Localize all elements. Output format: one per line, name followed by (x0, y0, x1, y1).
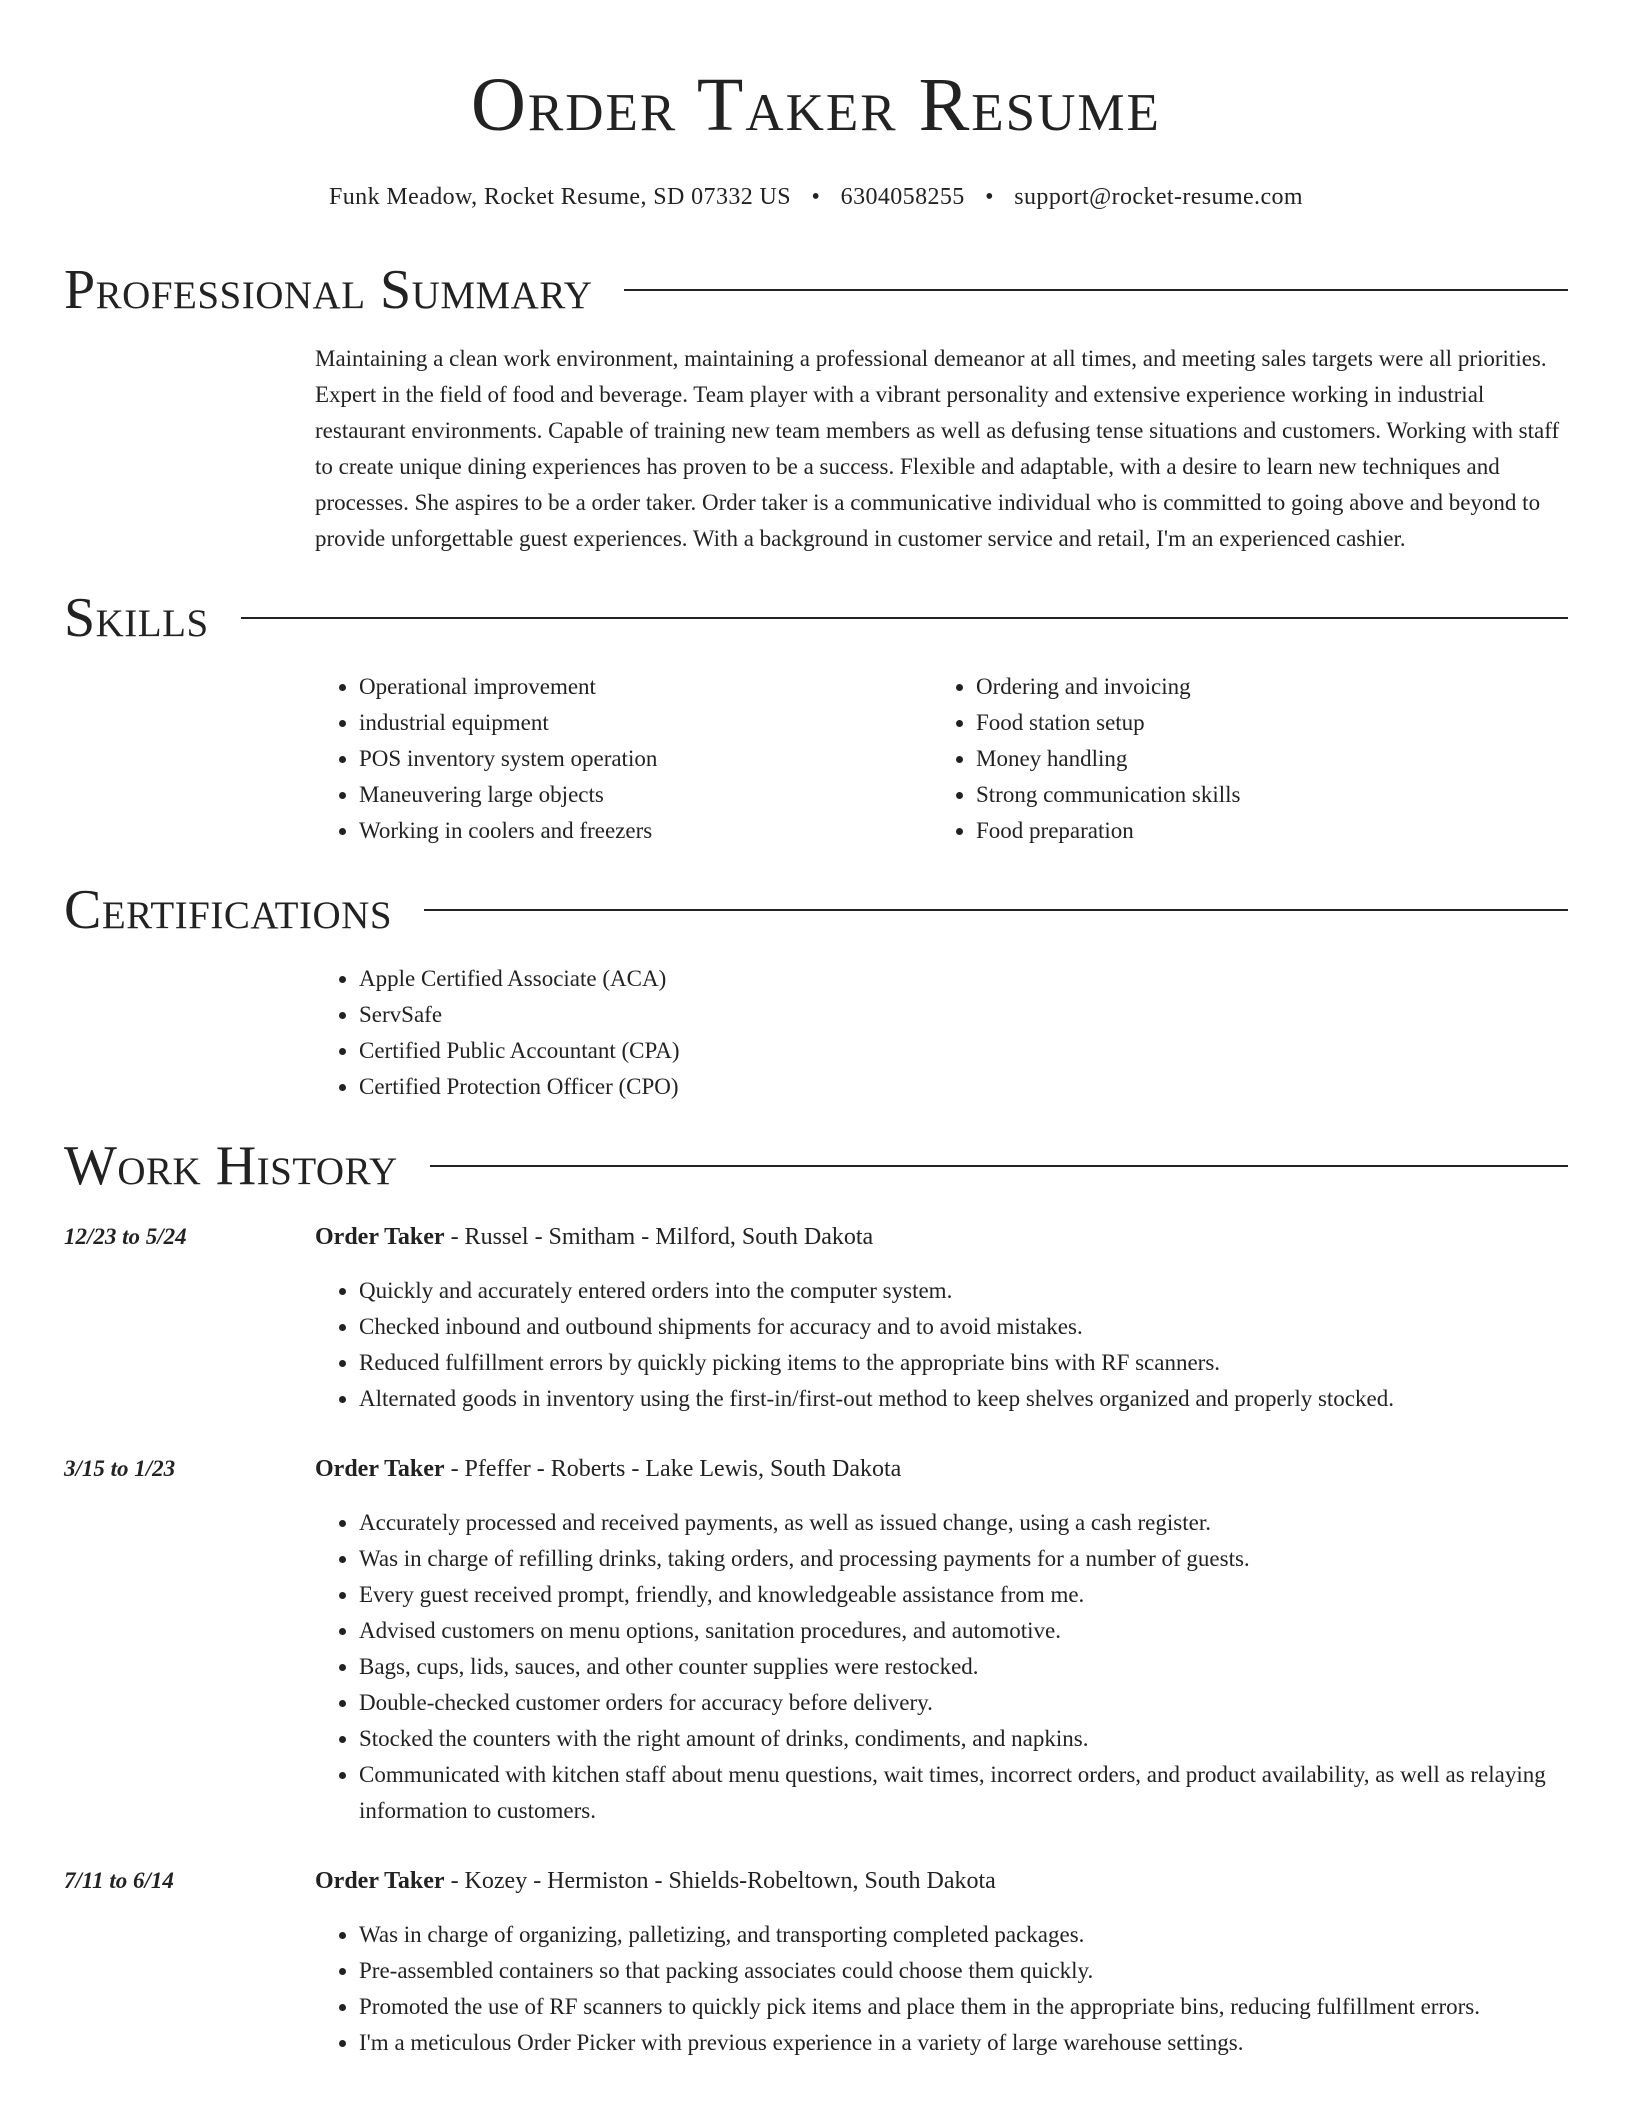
job-title-line (315, 1451, 1568, 1487)
skills-list (315, 669, 1568, 849)
skill-item: • Food station setup (976, 705, 1549, 741)
certification-item: • ServSafe (359, 997, 1568, 1033)
section-divider (424, 909, 1568, 911)
section-divider (624, 289, 1568, 291)
certifications-list (315, 961, 1568, 1105)
certification-item: • Certified Protection Officer (CPO) (359, 1069, 1568, 1105)
job-employer: - Pfeffer - Roberts - Lake Lewis, South Dakota (444, 1456, 902, 1482)
job-duty: • Reduced fulfillment errors by quickly picking items to the appropriate bins with RF scanners. (359, 1345, 1568, 1381)
skills-column-left (315, 669, 932, 849)
job-dates: 3/15 to 1/23 (64, 1456, 176, 1481)
contact-separator: • (811, 184, 821, 210)
skill-item: • industrial equipment (359, 705, 932, 741)
job-duties (315, 1273, 1568, 1417)
job-role: Order Taker (315, 1456, 445, 1482)
skill-item: • POS inventory system operation (359, 741, 932, 777)
job-body (315, 1863, 1568, 2061)
contact-address: Funk Meadow, Rocket Resume, SD 07332 US (329, 184, 792, 210)
resume-title: Order Taker Resume (471, 63, 1161, 147)
job-duty: • Quickly and accurately entered orders into the computer system. (359, 1273, 1568, 1309)
certification-item: • Certified Public Accountant (CPA) (359, 1033, 1568, 1069)
contact-line (64, 184, 1568, 211)
job-entry (64, 1863, 1568, 2061)
job-title-line (315, 1863, 1568, 1899)
job-body (315, 1219, 1568, 1417)
job-duties (315, 1917, 1568, 2061)
job-title-line (315, 1219, 1568, 1255)
resume-page (64, 0, 1568, 2061)
work-section-header (64, 1135, 1568, 1197)
certification-item: • Apple Certified Associate (ACA) (359, 961, 1568, 997)
skill-item: • Working in coolers and freezers (359, 813, 932, 849)
skill-item: • Ordering and invoicing (976, 669, 1549, 705)
contact-phone: 6304058255 (840, 184, 965, 210)
job-duty: • Bags, cups, lids, sauces, and other counter supplies were restocked. (359, 1649, 1568, 1685)
job-entry (64, 1451, 1568, 1829)
job-duty: • Accurately processed and received payments, as well as issued change, using a cash register. (359, 1505, 1568, 1541)
skill-item: • Strong communication skills (976, 777, 1549, 813)
job-duty: • I'm a meticulous Order Picker with previous experience in a variety of large warehouse settings. (359, 2025, 1568, 2061)
job-role: Order Taker (315, 1224, 445, 1250)
job-dates: 12/23 to 5/24 (64, 1224, 187, 1249)
job-duty: • Was in charge of refilling drinks, taking orders, and processing payments for a number of guests. (359, 1541, 1568, 1577)
certifications-section-header (64, 879, 1568, 941)
skill-item: • Money handling (976, 741, 1549, 777)
summary-heading: Professional Summary (64, 259, 593, 321)
section-divider (241, 617, 1568, 619)
job-duty: • Alternated goods in inventory using the first-in/first-out method to keep shelves organized and properly stocked. (359, 1381, 1568, 1417)
job-duty: • Promoted the use of RF scanners to quickly pick items and place them in the appropriate bins, reducing fulfillment errors. (359, 1989, 1568, 2025)
contact-email: support@rocket-resume.com (1014, 184, 1303, 210)
skills-column-right (932, 669, 1549, 849)
work-heading: Work History (64, 1135, 398, 1197)
job-duty: • Was in charge of organizing, palletizing, and transporting completed packages. (359, 1917, 1568, 1953)
job-duty: • Pre-assembled containers so that packing associates could choose them quickly. (359, 1953, 1568, 1989)
job-dates: 7/11 to 6/14 (64, 1868, 174, 1893)
skills-heading: Skills (64, 587, 209, 649)
summary-section-header (64, 259, 1568, 321)
skill-item: • Maneuvering large objects (359, 777, 932, 813)
job-employer: - Russel - Smitham - Milford, South Dakota (444, 1224, 874, 1250)
skills-section-header (64, 587, 1568, 649)
skill-item: • Operational improvement (359, 669, 932, 705)
job-entry (64, 1219, 1568, 1417)
job-duties (315, 1505, 1568, 1829)
summary-text: Maintaining a clean work environment, maintaining a professional demeanor at all times, and meeting sales targets were all priorities. Expert in the field of food and beverage. Team player with a vibrant personality and extensive experience working in industrial restaurant environments. Capable of training new team members as well as defusing tense situations and customers. Working with staff to create unique dining experiences has proven to be a success. Flexible and adaptable, with a desire to learn new techniques and processes. She aspires to be a order taker. Order taker is a communicative individual who is committed to going above and beyond to provide unforgettable guest experiences. With a background in customer service and retail, I'm an experienced cashier. (315, 346, 1560, 551)
section-divider (430, 1165, 1568, 1167)
job-role: Order Taker (315, 1868, 445, 1894)
certifications-heading: Certifications (64, 879, 393, 941)
job-duty: • Double-checked customer orders for accuracy before delivery. (359, 1685, 1568, 1721)
job-duty: • Advised customers on menu options, sanitation procedures, and automotive. (359, 1613, 1568, 1649)
job-duty: • Every guest received prompt, friendly, and knowledgeable assistance from me. (359, 1577, 1568, 1613)
skill-item: • Food preparation (976, 813, 1549, 849)
job-employer: - Kozey - Hermiston - Shields-Robeltown, South Dakota (444, 1868, 996, 1894)
job-duty: • Communicated with kitchen staff about menu questions, wait times, incorrect orders, and product availability, as well as relaying information to customers. (359, 1757, 1568, 1829)
job-body (315, 1451, 1568, 1829)
job-duty: • Stocked the counters with the right amount of drinks, condiments, and napkins. (359, 1721, 1568, 1757)
contact-separator: • (985, 184, 994, 210)
job-duty: • Checked inbound and outbound shipments for accuracy and to avoid mistakes. (359, 1309, 1568, 1345)
